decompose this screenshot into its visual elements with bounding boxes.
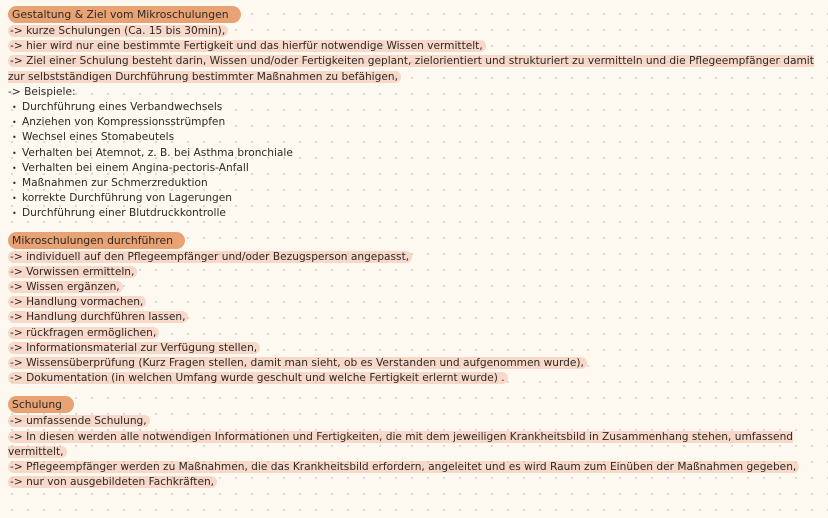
note-line: -> hier wird nur eine bestimmte Fertigkeit und das hierfür notwendige Wissen vermittelt, [8,39,820,54]
list-item: • korrekte Durchführung von Lagerungen [8,191,820,206]
list-item: • Verhalten bei einem Angina-pectoris-Anfall [8,161,820,176]
note-line: -> Handlung durchführen lassen, [8,310,820,325]
section-durchfuehren [8,232,820,387]
section-heading: Gestaltung & Ziel vom Mikroschulungen [8,6,241,23]
note-line: -> umfassende Schulung, [8,414,820,429]
list-item: • Anziehen von Kompressionsstrümpfen [8,115,820,130]
note-line: -> Ziel einer Schulung besteht darin, Wissen und/oder Fertigkeiten geplant, zielorientiert und strukturiert zu vermitteln und die Pflegeempfänger damit zur selbstständigen Durchführung bestimmter Maßnahmen zu befähigen, [8,55,814,83]
note-line: -> individuell auf den Pflegeempfänger und/oder Bezugsperson angepasst, [8,250,820,265]
section-heading: Mikroschulungen durchführen [8,232,185,249]
list-item: • Wechsel eines Stomabeutels [8,130,820,145]
section-heading: Schulung [8,396,74,413]
list-item: • Durchführung eines Verbandwechsels [8,100,820,115]
list-item: • Verhalten bei Atemnot, z. B. bei Asthma bronchiale [8,146,820,161]
note-line: -> Pflegeempfänger werden zu Maßnahmen, die das Krankheitsbild erfordern, angeleitet und es wird Raum zum Einüben der Maßnahmen gegeben, [8,460,820,475]
notes-page [8,6,820,500]
list-item: • Maßnahmen zur Schmerzreduktion [8,176,820,191]
note-line: -> kurze Schulungen (Ca. 15 bis 30min), [8,24,820,39]
note-line: -> Beispiele: [8,85,76,98]
note-line: -> Wissensüberprüfung (Kurz Fragen stellen, damit man sieht, ob es Verstanden und aufgenommen wurde), [8,356,820,371]
note-line: -> Wissen ergänzen, [8,280,820,295]
note-line: -> Dokumentation (in welchen Umfang wurde geschult und welche Fertigkeit erlernt wurde) . [8,371,820,386]
note-line: -> Vorwissen ermitteln, [8,265,820,280]
section-gestaltung [8,6,820,222]
list-item: • Durchführung einer Blutdruckkontrolle [8,206,820,221]
note-line: -> rückfragen ermöglichen, [8,326,820,341]
note-line: -> Informationsmaterial zur Verfügung stellen, [8,341,820,356]
note-line: -> Handlung vormachen, [8,295,820,310]
note-line: -> nur von ausgebildeten Fachkräften, [8,475,820,490]
section-schulung [8,396,820,490]
note-line: -> In diesen werden alle notwendigen Informationen und Fertigkeiten, die mit dem jeweiligen Krankheitsbild in Zusammenhang stehen, umfassend vermittelt, [8,430,794,458]
